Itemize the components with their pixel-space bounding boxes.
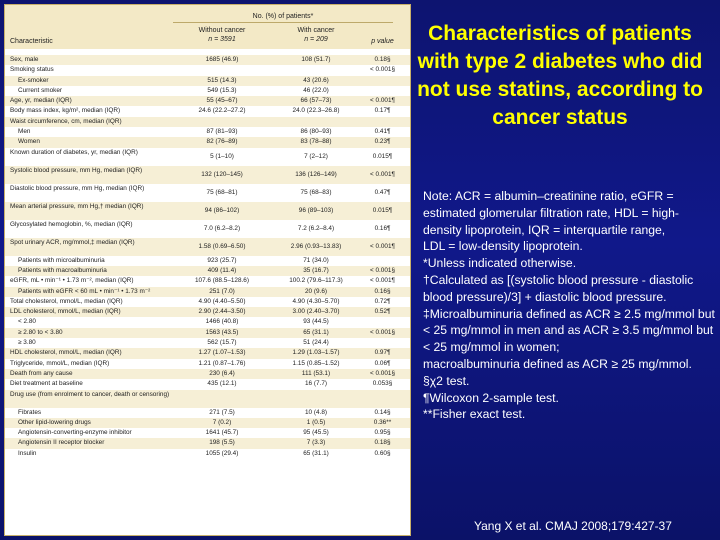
with-cancer-cell: 4.90 (4.30–5.70) bbox=[292, 297, 340, 305]
table-row bbox=[5, 369, 410, 379]
table-row bbox=[5, 55, 410, 65]
without-cancer-cell: 94 (86–102) bbox=[204, 206, 240, 214]
with-cancer-cell: 136 (126–149) bbox=[295, 170, 337, 178]
p-value-cell: 0.18§ bbox=[374, 56, 391, 63]
note-line: †Calculated as [(systolic blood pressure - diastolic blood pressure)/3] + diastolic blood pressure. bbox=[423, 272, 694, 304]
row-label: Current smoker bbox=[18, 86, 63, 94]
header-pvalue: p value bbox=[371, 38, 394, 45]
without-cancer-cell: 515 (14.3) bbox=[207, 76, 237, 84]
header-rule bbox=[173, 22, 393, 23]
row-label: eGFR, mL • min⁻¹ • 1.73 m⁻², median (IQR) bbox=[10, 277, 134, 285]
without-cancer-cell: 132 (120–145) bbox=[201, 170, 243, 178]
table-row bbox=[5, 297, 410, 307]
table-row bbox=[5, 449, 410, 459]
without-cancer-cell: 5 (1–10) bbox=[210, 152, 234, 160]
p-value-cell: < 0.001§ bbox=[369, 66, 396, 74]
header-without-cancer: Without cancer bbox=[198, 27, 246, 34]
with-cancer-cell: 1.15 (0.85–1.52) bbox=[292, 359, 340, 367]
p-value-cell: < 0.001¶ bbox=[370, 242, 395, 250]
table-row bbox=[5, 287, 410, 297]
note-line: ¶Wilcoxon 2-sample test. bbox=[423, 390, 559, 405]
table-row bbox=[5, 348, 410, 358]
p-value-cell: 0.015¶ bbox=[372, 206, 393, 214]
table-row bbox=[5, 408, 410, 418]
p-value-cell: 0.60§ bbox=[374, 449, 391, 457]
with-cancer-cell: 7.2 (6.2–8.4) bbox=[297, 224, 335, 232]
without-cancer-cell: 87 (81–93) bbox=[206, 128, 238, 136]
p-value-cell: < 0.001§ bbox=[369, 369, 396, 377]
with-cancer-cell: 20 (9.6) bbox=[304, 287, 328, 295]
note-line: **Fisher exact test. bbox=[423, 407, 526, 422]
p-value-cell: < 0.001¶ bbox=[370, 97, 395, 105]
without-cancer-cell: 7 (0.2) bbox=[212, 418, 232, 426]
without-cancer-cell: 251 (7.0) bbox=[209, 287, 235, 295]
without-cancer-cell: 435 (12.1) bbox=[207, 380, 237, 388]
table-row bbox=[5, 418, 410, 428]
table-row bbox=[5, 379, 410, 389]
table-row bbox=[5, 137, 410, 147]
without-cancer-cell: 562 (15.7) bbox=[207, 339, 237, 347]
row-label: ≥ 3.80 bbox=[18, 339, 36, 347]
p-value-cell: 0.16§ bbox=[374, 287, 391, 295]
row-label: Drug use (from enrolment to cancer, death or censoring) bbox=[10, 390, 170, 398]
row-label: Diet treatment at baseline bbox=[10, 380, 83, 388]
without-cancer-cell: 923 (25.7) bbox=[207, 256, 237, 264]
row-label: Angiotensin II receptor blocker bbox=[18, 439, 105, 447]
row-label: Angiotensin-converting-enzyme inhibitor bbox=[18, 429, 132, 437]
p-value-cell: 0.23¶ bbox=[374, 138, 391, 146]
with-cancer-cell: 96 (89–103) bbox=[298, 206, 334, 214]
row-label: Patients with macroalbuminuria bbox=[18, 266, 107, 274]
table-row bbox=[5, 148, 410, 166]
table-row bbox=[5, 166, 410, 184]
row-label: HDL cholesterol, mmol/L, median (IQR) bbox=[10, 349, 122, 357]
table-row bbox=[5, 86, 410, 96]
table-row bbox=[5, 65, 410, 75]
note-line: *Unless indicated otherwise. bbox=[423, 256, 577, 271]
characteristics-table bbox=[4, 4, 411, 536]
with-cancer-cell: 65 (31.1) bbox=[303, 328, 329, 336]
header-with-cancer: With cancer bbox=[297, 27, 335, 34]
row-label: Insulin bbox=[18, 449, 37, 457]
note-line: Note: ACR = albumin–creatinine ratio, eGFR = estimated glomerular filtration rate, HDL = high-density lipoprotein, IQR = interquartile range, bbox=[423, 189, 679, 237]
row-label: Waist circumference, cm, median (IQR) bbox=[10, 117, 122, 125]
table-row bbox=[5, 338, 410, 348]
table-row bbox=[5, 184, 410, 202]
without-cancer-cell: 1466 (40.8) bbox=[205, 318, 239, 326]
table-row bbox=[5, 238, 410, 256]
table-row bbox=[5, 117, 410, 127]
without-cancer-cell: 7.0 (6.2–8.2) bbox=[203, 224, 241, 232]
header-without-n: n = 3591 bbox=[208, 36, 236, 43]
without-cancer-cell: 1563 (43.5) bbox=[205, 328, 239, 336]
note-line: ‡Microalbuminuria defined as ACR ≥ 2.5 mg/mmol but < 25 mg/mmol in men and as ACR ≥ 3.5 mg/mmol but < 25 mg/mmol in women; bbox=[423, 306, 715, 355]
with-cancer-cell: 111 (53.1) bbox=[301, 369, 331, 377]
without-cancer-cell: 409 (11.4) bbox=[207, 266, 237, 274]
without-cancer-cell: 82 (76–89) bbox=[206, 138, 238, 146]
header-with-n: n = 209 bbox=[304, 36, 328, 43]
row-label: Smoking status bbox=[10, 66, 54, 74]
table-row bbox=[5, 328, 410, 338]
without-cancer-cell: 1.27 (1.07–1.53) bbox=[198, 349, 246, 357]
row-label: Fibrates bbox=[18, 408, 42, 416]
row-label: Women bbox=[18, 138, 40, 146]
with-cancer-cell: 7 (2–12) bbox=[304, 152, 328, 160]
table-row bbox=[5, 76, 410, 86]
header-group: No. (%) of patients* bbox=[252, 13, 314, 20]
with-cancer-cell: 1.29 (1.03–1.57) bbox=[292, 349, 340, 357]
with-cancer-cell: 95 (45.5) bbox=[303, 429, 329, 437]
table-row bbox=[5, 266, 410, 276]
with-cancer-cell: 1 (0.5) bbox=[306, 418, 326, 426]
with-cancer-cell: 24.0 (22.3–26.8) bbox=[292, 107, 340, 115]
row-label: Ex-smoker bbox=[18, 76, 49, 84]
row-label: Death from any cause bbox=[10, 369, 73, 377]
p-value-cell: 0.97¶ bbox=[374, 349, 391, 357]
p-value-cell: 0.17¶ bbox=[374, 107, 391, 115]
p-value-cell: 0.015¶ bbox=[372, 152, 393, 160]
table-row bbox=[5, 428, 410, 438]
row-label: Other lipid-lowering drugs bbox=[18, 418, 91, 426]
with-cancer-cell: 43 (20.6) bbox=[303, 76, 329, 84]
without-cancer-cell: 107.6 (88.5–128.6) bbox=[194, 277, 249, 285]
without-cancer-cell: 75 (68–81) bbox=[206, 188, 238, 196]
with-cancer-cell: 7 (3.3) bbox=[306, 439, 326, 447]
header-characteristic: Characteristic bbox=[10, 38, 53, 45]
p-value-cell: 0.72¶ bbox=[374, 297, 391, 305]
row-label: Patients with microalbuminuria bbox=[18, 256, 105, 264]
row-label: Glycosylated hemoglobin, %, median (IQR) bbox=[10, 220, 133, 228]
p-value-cell: 0.06¶ bbox=[374, 359, 391, 367]
with-cancer-cell: 3.00 (2.40–3.70) bbox=[292, 308, 340, 316]
row-label: Known duration of diabetes, yr, median (IQR) bbox=[10, 148, 138, 156]
p-value-cell: 0.18§ bbox=[374, 439, 391, 447]
without-cancer-cell: 198 (5.5) bbox=[209, 439, 235, 447]
table-row bbox=[5, 276, 410, 286]
table-body bbox=[5, 55, 410, 459]
citation: Yang X et al. CMAJ 2008;179:427-37 bbox=[474, 519, 672, 533]
table-row bbox=[5, 390, 410, 408]
p-value-cell: 0.36** bbox=[373, 418, 392, 426]
with-cancer-cell: 46 (22.0) bbox=[303, 86, 329, 94]
table-row bbox=[5, 106, 410, 116]
without-cancer-cell: 1641 (45.7) bbox=[205, 429, 239, 437]
with-cancer-cell: 16 (7.7) bbox=[304, 380, 328, 388]
without-cancer-cell: 549 (15.3) bbox=[207, 86, 237, 94]
slide-title: Characteristics of patients with type 2 diabetes who did not use statins, according to cancer status bbox=[417, 22, 703, 129]
row-label: Body mass index, kg/m², median (IQR) bbox=[10, 107, 121, 115]
p-value-cell: < 0.001§ bbox=[369, 266, 396, 274]
p-value-cell: < 0.001¶ bbox=[370, 277, 395, 285]
row-label: ≥ 2.80 to < 3.80 bbox=[18, 328, 63, 336]
table-row bbox=[5, 317, 410, 327]
note-line: LDL = low-density lipoprotein. bbox=[423, 239, 583, 254]
note-line: §χ2 test. bbox=[423, 373, 470, 388]
row-label: Spot urinary ACR, mg/mmol,‡ median (IQR) bbox=[10, 238, 135, 246]
without-cancer-cell: 24.6 (22.2–27.2) bbox=[198, 107, 246, 115]
row-label: Age, yr, median (IQR) bbox=[10, 97, 72, 105]
table-header bbox=[5, 5, 410, 49]
with-cancer-cell: 108 (51.7) bbox=[301, 56, 331, 63]
without-cancer-cell: 55 (45–67) bbox=[206, 97, 238, 105]
p-value-cell: 0.52¶ bbox=[374, 308, 391, 316]
p-value-cell: 0.16¶ bbox=[374, 224, 391, 232]
row-label: Total cholesterol, mmol/L, median (IQR) bbox=[10, 297, 123, 305]
table-row bbox=[5, 96, 410, 106]
with-cancer-cell: 71 (34.0) bbox=[303, 256, 329, 264]
row-label: Mean arterial pressure, mm Hg,† median (IQR) bbox=[10, 202, 144, 210]
with-cancer-cell: 51 (24.4) bbox=[303, 339, 329, 347]
table-row bbox=[5, 127, 410, 137]
without-cancer-cell: 1.58 (0.69–6.50) bbox=[198, 242, 246, 250]
table-row bbox=[5, 307, 410, 317]
p-value-cell: < 0.001¶ bbox=[370, 170, 395, 178]
table-row bbox=[5, 256, 410, 266]
row-label: Patients with eGFR < 60 mL • min⁻¹ • 1.73 m⁻² bbox=[18, 287, 151, 295]
with-cancer-cell: 100.2 (79.6–117.3) bbox=[289, 277, 343, 285]
row-label: Sex, male bbox=[10, 56, 39, 63]
p-value-cell: 0.47¶ bbox=[374, 188, 391, 196]
with-cancer-cell: 83 (78–88) bbox=[300, 138, 332, 146]
with-cancer-cell: 93 (44.5) bbox=[303, 318, 329, 326]
table-row bbox=[5, 438, 410, 448]
row-label: Diastolic blood pressure, mm Hg, median (IQR) bbox=[10, 184, 145, 192]
row-label: Triglyceride, mmol/L, median (IQR) bbox=[10, 359, 110, 367]
with-cancer-cell: 86 (80–93) bbox=[300, 128, 332, 136]
p-value-cell: < 0.001§ bbox=[369, 328, 396, 336]
with-cancer-cell: 75 (68–83) bbox=[300, 188, 332, 196]
with-cancer-cell: 65 (31.1) bbox=[303, 449, 329, 457]
p-value-cell: 0.14§ bbox=[374, 408, 391, 416]
note-line: macroalbuminuria defined as ACR ≥ 25 mg/mmol. bbox=[423, 356, 692, 371]
p-value-cell: 0.41¶ bbox=[374, 128, 391, 136]
with-cancer-cell: 2.96 (0.93–13.83) bbox=[290, 242, 342, 250]
row-label: LDL cholesterol, mmol/L, median (IQR) bbox=[10, 308, 121, 316]
row-label: < 2.80 bbox=[18, 318, 36, 326]
without-cancer-cell: 1685 (46.9) bbox=[205, 56, 239, 63]
without-cancer-cell: 2.90 (2.44–3.50) bbox=[198, 308, 246, 316]
table-notes bbox=[423, 188, 715, 423]
row-label: Men bbox=[18, 128, 31, 136]
without-cancer-cell: 271 (7.5) bbox=[209, 408, 235, 416]
without-cancer-cell: 4.90 (4.40–5.50) bbox=[198, 297, 246, 305]
without-cancer-cell: 1.21 (0.87–1.76) bbox=[198, 359, 246, 367]
p-value-cell: 0.95§ bbox=[374, 429, 391, 437]
without-cancer-cell: 230 (6.4) bbox=[209, 369, 235, 377]
with-cancer-cell: 10 (4.8) bbox=[304, 408, 328, 416]
table-row bbox=[5, 359, 410, 369]
row-label: Systolic blood pressure, mm Hg, median (IQR) bbox=[10, 166, 143, 174]
with-cancer-cell: 35 (16.7) bbox=[303, 266, 329, 274]
p-value-cell: 0.053§ bbox=[372, 380, 393, 388]
with-cancer-cell: 66 (57–73) bbox=[300, 97, 332, 105]
table-row bbox=[5, 220, 410, 238]
table-row bbox=[5, 202, 410, 220]
without-cancer-cell: 1055 (29.4) bbox=[205, 449, 239, 457]
